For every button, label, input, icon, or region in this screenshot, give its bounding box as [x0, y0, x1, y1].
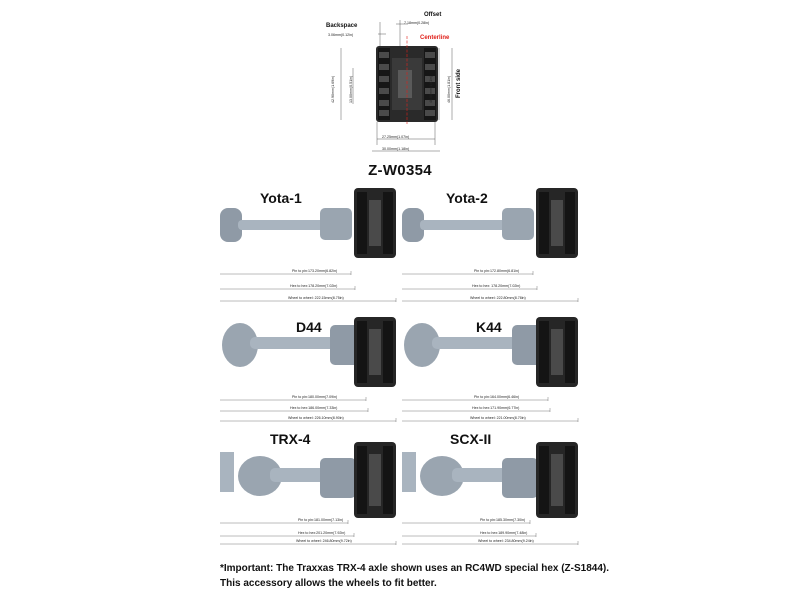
hex-dimension-label: Hex to hex: 178.20mm(7.02in) — [472, 284, 521, 288]
hex-dimension-label: Hex to hex:189.90mm(7.48in) — [480, 531, 528, 535]
axle-panel — [220, 186, 398, 306]
offset-value: 7.18mm(0.28in) — [404, 21, 430, 25]
pin-dimension-label: Pin to pin:180.00mm(7.09in) — [292, 395, 338, 399]
pin-dimension-label: Pin to pin:173.20mm(6.82in) — [292, 269, 338, 273]
hex-dimension-label: Hex to hex:171.90mm(6.77in) — [472, 406, 520, 410]
axle-panel — [402, 430, 580, 550]
dim-width-outer: 30.00mm(1.18in) — [382, 147, 410, 151]
pin-dimension-label: Pin to pin:172.80mm(6.81in) — [474, 269, 520, 273]
axle-name: Yota-2 — [446, 190, 488, 206]
pin-dimension-label: Pin to pin:185.30mm(7.30in) — [480, 518, 526, 522]
hex-dimension-label: Hex to hex:186.00mm(7.33in) — [290, 406, 338, 410]
wheel-dimension-label: Wheel to wheel: 234.80mm(9.24in) — [478, 539, 534, 543]
axle-panel — [402, 186, 580, 306]
wheel-dimension-label: Wheel to wheel: 226.10mm(8.90in) — [288, 416, 344, 420]
pin-dimension-label: Pin to pin:164.00mm(6.46in) — [474, 395, 520, 399]
centerline-label: Centerline — [420, 35, 450, 41]
axle-name: Yota-1 — [260, 190, 302, 206]
dim-rim-height: 46.00mm(1.81in) — [429, 75, 433, 103]
wheel-dimension-label: Wheel to wheel: 222.15mm(8.75in) — [288, 296, 344, 300]
backspace-value: 3.06mm(0.12in) — [328, 33, 354, 37]
axle-illustration — [402, 186, 580, 306]
footnote-line-1: *Important: The Traxxas TRX-4 axle shown uses an RC4WD special hex (Z-S1844). — [220, 563, 610, 574]
wheel-dimension-label: Wheel to wheel: 221.00mm(8.70in) — [470, 416, 526, 420]
dim-hex: 13.00mm(0.51in) — [349, 75, 353, 103]
dim-width-inner: 27.25mm(1.07in) — [382, 135, 410, 139]
wheel-dimension-label: Wheel to wheel: 222.80mm(8.78in) — [470, 296, 526, 300]
footnote-line-2: This accessory allows the wheels to fit better. — [220, 578, 437, 589]
axle-name: K44 — [476, 319, 502, 335]
axle-name: SCX-II — [450, 431, 492, 447]
pin-dimension-label: Pin to pin:181.00mm(7.13in) — [298, 518, 344, 522]
axle-panel — [402, 315, 580, 435]
dim-inner-height: 42.90mm(1.69in) — [331, 75, 335, 103]
footnote — [220, 561, 609, 591]
hex-dimension-label: Hex to hex:178.20mm(7.02in) — [290, 284, 338, 288]
axle-panel — [220, 430, 398, 550]
offset-label: Offset — [424, 12, 442, 18]
axle-panel — [220, 315, 398, 435]
front-side-label: Front side — [456, 68, 462, 98]
dim-outer-height: 46.00mm(1.81in) — [447, 75, 451, 103]
wheel-dimension-label: Wheel to wheel: 246.80mm(9.72in) — [296, 539, 352, 543]
axle-name: D44 — [296, 319, 322, 335]
axle-name: TRX-4 — [270, 431, 311, 447]
model-code-heading: Z-W0354 — [368, 162, 432, 179]
axle-illustration — [220, 186, 398, 306]
wheel-dimension-diagram — [300, 0, 500, 160]
hex-dimension-label: Hex to hex:201.20mm(7.92in) — [298, 531, 346, 535]
backspace-label: Backspace — [326, 23, 358, 29]
